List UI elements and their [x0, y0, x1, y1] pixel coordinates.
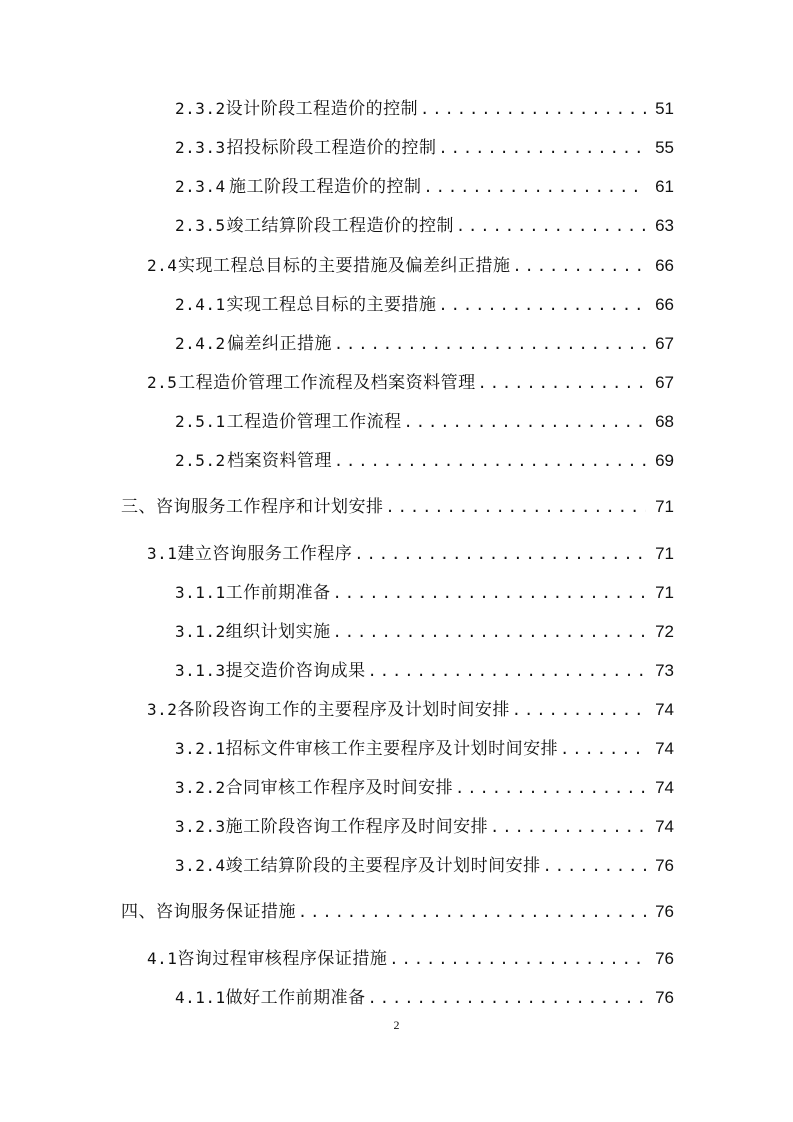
toc-entry-title: 档案资料管理: [226, 451, 332, 471]
dot-leader: [439, 293, 646, 317]
toc-entry-number: 2.3.4: [175, 177, 226, 196]
toc-entry-number: 3.2.4: [175, 856, 226, 875]
toc-entry-number: 3.1.3: [175, 661, 226, 680]
dot-leader: [368, 986, 646, 1010]
toc-entry-title: 建立咨询服务工作程序: [177, 544, 353, 564]
toc-entry-page: 55: [655, 138, 674, 157]
toc-entry-page: 63: [655, 216, 674, 235]
toc-entry-title: 招投标阶段工程造价的控制: [226, 138, 437, 158]
dot-leader: [543, 854, 646, 878]
toc-entry-title: 三、咨询服务工作程序和计划安排: [121, 497, 384, 517]
dot-leader: [490, 815, 646, 839]
toc-chapter: [121, 900, 674, 924]
toc-entry-title: 施工阶段咨询工作程序及时间安排: [225, 817, 489, 837]
toc-entry-page: 66: [655, 295, 674, 314]
dot-leader: [439, 136, 646, 160]
toc-entry-title: 偏差纠正措施: [226, 334, 332, 354]
toc-entry-number: 3.2.2: [175, 778, 226, 797]
toc-entry-title: 施工阶段工程造价的控制: [229, 177, 422, 197]
toc-entry: [175, 737, 674, 761]
dot-leader: [424, 175, 647, 199]
toc-entry-title: 竣工结算阶段工程造价的控制: [226, 216, 454, 236]
toc-entry-page: 76: [655, 856, 674, 875]
toc-entry-page: 74: [655, 739, 674, 758]
dot-leader: [404, 410, 646, 434]
dot-leader: [456, 214, 646, 238]
toc-entry-number: 2.5.2: [175, 451, 226, 470]
dot-leader: [389, 947, 646, 971]
toc-entry-title: 实现工程总目标的主要措施: [226, 295, 437, 315]
toc-entry-title: 各阶段咨询工作的主要程序及计划时间安排: [177, 700, 510, 720]
toc-entry-page: 67: [655, 373, 674, 392]
dot-leader: [420, 97, 646, 121]
toc-entry: [147, 947, 674, 971]
dot-leader: [354, 542, 646, 566]
toc-entry-title: 工作前期准备: [225, 583, 331, 603]
toc-entry-page: 71: [655, 497, 674, 516]
toc-entry: [175, 136, 674, 160]
toc-entry-number: 4.1.1: [175, 988, 226, 1007]
toc-entry-number: 3.2.3: [175, 817, 226, 836]
toc-entry: [175, 175, 674, 199]
toc-entry-number: 2.4: [147, 256, 178, 275]
dot-leader: [333, 620, 646, 644]
toc-entry-page: 69: [655, 451, 674, 470]
dot-leader: [333, 581, 646, 605]
toc-entry-title: 工程造价管理工作流程: [226, 412, 402, 432]
toc-entry-page: 76: [655, 949, 674, 968]
dot-leader: [386, 495, 647, 519]
dot-leader: [455, 776, 646, 800]
toc-entry-title: 咨询过程审核程序保证措施: [177, 949, 388, 969]
toc-entry: [147, 698, 674, 722]
toc-entry-page: 72: [655, 622, 674, 641]
toc-entry-title: 设计阶段工程造价的控制: [225, 99, 419, 119]
toc-entry-page: 51: [655, 99, 674, 118]
toc-entry-page: 71: [655, 583, 674, 602]
toc-entry-title: 组织计划实施: [225, 622, 331, 642]
toc-entry-page: 71: [655, 544, 674, 563]
toc-entry: [147, 254, 674, 278]
toc-entry-page: 66: [655, 256, 674, 275]
toc-entry-page: 61: [655, 177, 674, 196]
toc-entry-number: 2.3.5: [175, 216, 226, 235]
toc-entry-title: 合同审核工作程序及时间安排: [225, 778, 454, 798]
toc-entry-page: 73: [655, 661, 674, 680]
toc-entry-title: 做好工作前期准备: [225, 988, 366, 1008]
toc-entry: [175, 581, 674, 605]
toc-entry-number: 3.1.2: [175, 622, 226, 641]
toc-entry: [175, 776, 674, 800]
toc-entry: [175, 214, 674, 238]
toc-entry: [175, 620, 674, 644]
toc-entry-number: 2.3.3: [175, 138, 226, 157]
toc-entry-page: 74: [655, 778, 674, 797]
toc-entry-number: 4.1: [147, 949, 178, 968]
toc-entry-number: 3.1: [147, 544, 178, 563]
toc-entry: [175, 97, 674, 121]
toc-entry-number: 3.2.1: [175, 739, 226, 758]
toc-entry-title: 工程造价管理工作流程及档案资料管理: [178, 373, 476, 393]
toc-entry-page: 74: [655, 700, 674, 719]
toc-entry-title: 四、咨询服务保证措施: [121, 902, 296, 922]
dot-leader: [298, 900, 646, 924]
toc-entry: [175, 410, 674, 434]
toc-entry-page: 76: [655, 902, 674, 921]
toc-entry-number: 3.1.1: [175, 583, 226, 602]
toc-entry-title: 实现工程总目标的主要措施及偏差纠正措施: [177, 256, 511, 276]
toc-chapter: [121, 495, 674, 519]
toc-entry-number: 2.3.2: [175, 99, 226, 118]
dot-leader: [512, 698, 646, 722]
toc-entry: [175, 815, 674, 839]
toc-entry-page: 67: [655, 334, 674, 353]
dot-leader: [368, 659, 646, 683]
dot-leader: [478, 371, 646, 395]
page-number-footer: 2: [393, 1018, 400, 1032]
toc-entry: [175, 659, 674, 683]
toc-entry-page: 68: [655, 412, 674, 431]
toc-entry: [147, 542, 674, 566]
toc-entry-number: 2.5.1: [175, 412, 226, 431]
toc-entry-number: 3.2: [147, 700, 178, 719]
dot-leader: [334, 332, 646, 356]
toc-entry-page: 74: [655, 817, 674, 836]
toc-entry: [175, 332, 674, 356]
dot-leader: [512, 254, 646, 278]
dot-leader: [334, 449, 646, 473]
toc-entry: [175, 293, 674, 317]
toc-entry: [175, 854, 674, 878]
toc-entry-number: 2.4.2: [175, 334, 226, 353]
toc-entry-title: 提交造价咨询成果: [225, 661, 366, 681]
toc-entry: [147, 371, 674, 395]
toc-entry-number: 2.4.1: [175, 295, 226, 314]
toc-entry-title: 竣工结算阶段的主要程序及计划时间安排: [225, 856, 541, 876]
toc-entry-number: 2.5: [147, 373, 178, 392]
toc-entry-title: 招标文件审核工作主要程序及计划时间安排: [225, 739, 559, 759]
toc-entry-page: 76: [655, 988, 674, 1007]
dot-leader: [560, 737, 646, 761]
toc-entry: [175, 449, 674, 473]
toc-entry: [175, 986, 674, 1010]
